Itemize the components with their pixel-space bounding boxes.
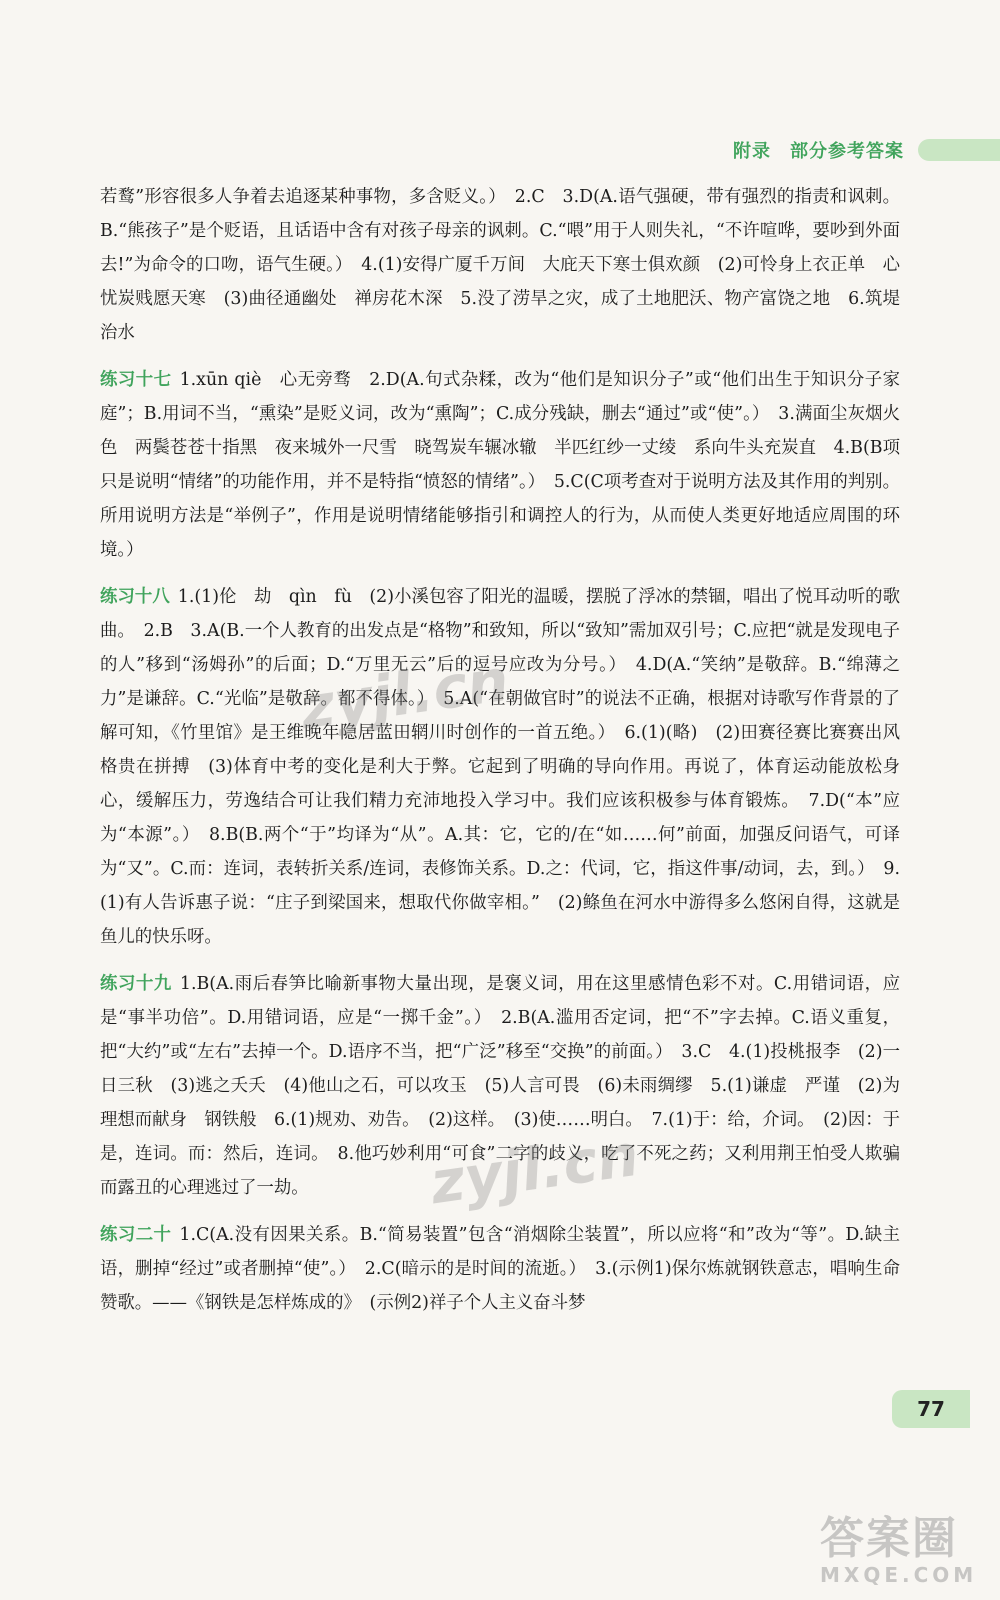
exercise-label: 练习十九 xyxy=(100,974,172,994)
page-header xyxy=(733,136,1000,164)
page-number: 77 xyxy=(892,1390,970,1428)
logo-domain: MXQE.COM xyxy=(820,1563,978,1587)
watermark-logo xyxy=(820,1515,990,1595)
exercise-18 xyxy=(100,580,900,954)
exercise-label: 练习二十 xyxy=(100,1225,172,1245)
paragraph-continued xyxy=(100,180,900,350)
logo-title: 答案圈 xyxy=(820,1513,958,1564)
section-title: 附录 部分参考答案 xyxy=(733,141,904,162)
exercise-label: 练习十七 xyxy=(100,370,172,390)
paragraph-text: 若鹜”形容很多人争着去追逐某种事物，多含贬义。） 2.C 3.D(A.语气强硬，带有强烈的指责和讽刺。B.“熊孩子”是个贬语，且话语中含有对孩子母亲的讽刺。C.“喂”用于人则失礼，“不许喧哗，要吵到外面去!”为命令的口吻，语气生硬。） 4.(1)安得广厦千万间 大庇天下寒士俱欢颜 (2)可怜身上衣正单 心忧炭贱愿天寒 (3)曲径通幽处 禅房花木深 5.没了涝旱之灾，成了土地肥沃、物产富饶之地 6.筑堤治水 xyxy=(100,187,900,343)
exercise-20 xyxy=(100,1218,900,1320)
header-accent-bar xyxy=(918,139,1000,161)
exercise-19 xyxy=(100,967,900,1205)
watermark: zyjl.cn xyxy=(296,645,513,743)
exercise-17 xyxy=(100,363,900,567)
answer-content xyxy=(100,180,900,1320)
exercise-label: 练习十八 xyxy=(100,587,170,607)
paragraph-text: 1.B(A.雨后春笋比喻新事物大量出现，是褒义词，用在这里感情色彩不对。C.用错词语，应是“事半功倍”。D.用错词语，应是“一掷千金”。） 2.B(A.滥用否定词，把“不”字去掉。C.语义重复，把“大约”或“左右”去掉一个。D.语序不当，把“广泛”移至“交换”的前面。） 3.C 4.(1)投桃报李 (2)一日三秋 (3)逃之夭夭 (4)他山之石，可以攻玉 (5)人言可畏 (6)未雨绸缪 5.(1)谦虚 严谨 (2)为理想而献身 钢铁般 6.(1)规劝、劝告。 (2)这样。 (3)使……明白。 7.(1)于：给，介词。 (2)因：于是，连词。而：然后，连词。 8.他巧妙利用“可食”二字的歧义，吃了不死之药；又利用荆王怕受人欺骗而露丑的心理逃过了一劫。 xyxy=(100,974,900,1198)
watermark: zyjl.cn xyxy=(426,1120,643,1218)
paragraph-text: 1.C(A.没有因果关系。B.“简易装置”包含“消烟除尘装置”，所以应将“和”改为“等”。D.缺主语，删掉“经过”或者删掉“使”。） 2.C(暗示的是时间的流逝。） 3.(示例1)保尔炼就钢铁意志，唱响生命赞歌。——《钢铁是怎样炼成的》 (示例2)祥子个人主义奋斗梦 xyxy=(100,1225,900,1313)
paragraph-text: 1.(1)伦 劫 qìn fù (2)小溪包容了阳光的温暖，摆脱了浮冰的禁锢，唱出了悦耳动听的歌曲。 2.B 3.A(B.一个人教育的出发点是“格物”和致知，所以“致知”需加双引号；C.应把“就是发现电子的人”移到“汤姆孙”的后面；D.“万里无云”后的逗号应改为分号。） 4.D(A.“笑纳”是敬辞。B.“绵薄之力”是谦辞。C.“光临”是敬辞。都不得体。） 5.A(“在朝做官时”的说法不正确，根据对诗歌写作背景的了解可知，《竹里馆》是王维晚年隐居蓝田辋川时创作的一首五绝。） 6.(1)(略) (2)田赛径赛比赛赛出风格贵在拼搏 (3)体育中考的变化是利大于弊。它起到了明确的导向作用。再说了，体育运动能放松身心，缓解压力，劳逸结合可让我们精力充沛地投入学习中。我们应该积极参与体育锻炼。 7.D(“本”应为“本源”。） 8.B(B.两个“于”均译为“从”。A.其：它，它的/在“如……何”前面，加强反问语气，可译为“又”。C.而：连词，表转折关系/连词，表修饰关系。D.之：代词，它，指这件事/动词，去，到。） 9.(1)有人告诉惠子说：“庄子到梁国来，想取代你做宰相。” (2)鲦鱼在河水中游得多么悠闲自得，这就是鱼儿的快乐呀。 xyxy=(100,587,900,947)
paragraph-text: 1.xūn qiè 心无旁骛 2.D(A.句式杂糅，改为“他们是知识分子”或“他们出生于知识分子家庭”；B.用词不当，“熏染”是贬义词，改为“熏陶”；C.成分残缺，删去“通过”或“使”。） 3.满面尘灰烟火色 两鬓苍苍十指黑 夜来城外一尺雪 晓驾炭车辗冰辙 半匹红纱一丈绫 系向牛头充炭直 4.B(B项只是说明“情绪”的功能作用，并不是特指“愤怒的情绪”。） 5.C(C项考查对于说明方法及其作用的判别。所用说明方法是“举例子”，作用是说明情绪能够指引和调控人的行为，从而使人类更好地适应周围的环境。） xyxy=(100,370,900,560)
